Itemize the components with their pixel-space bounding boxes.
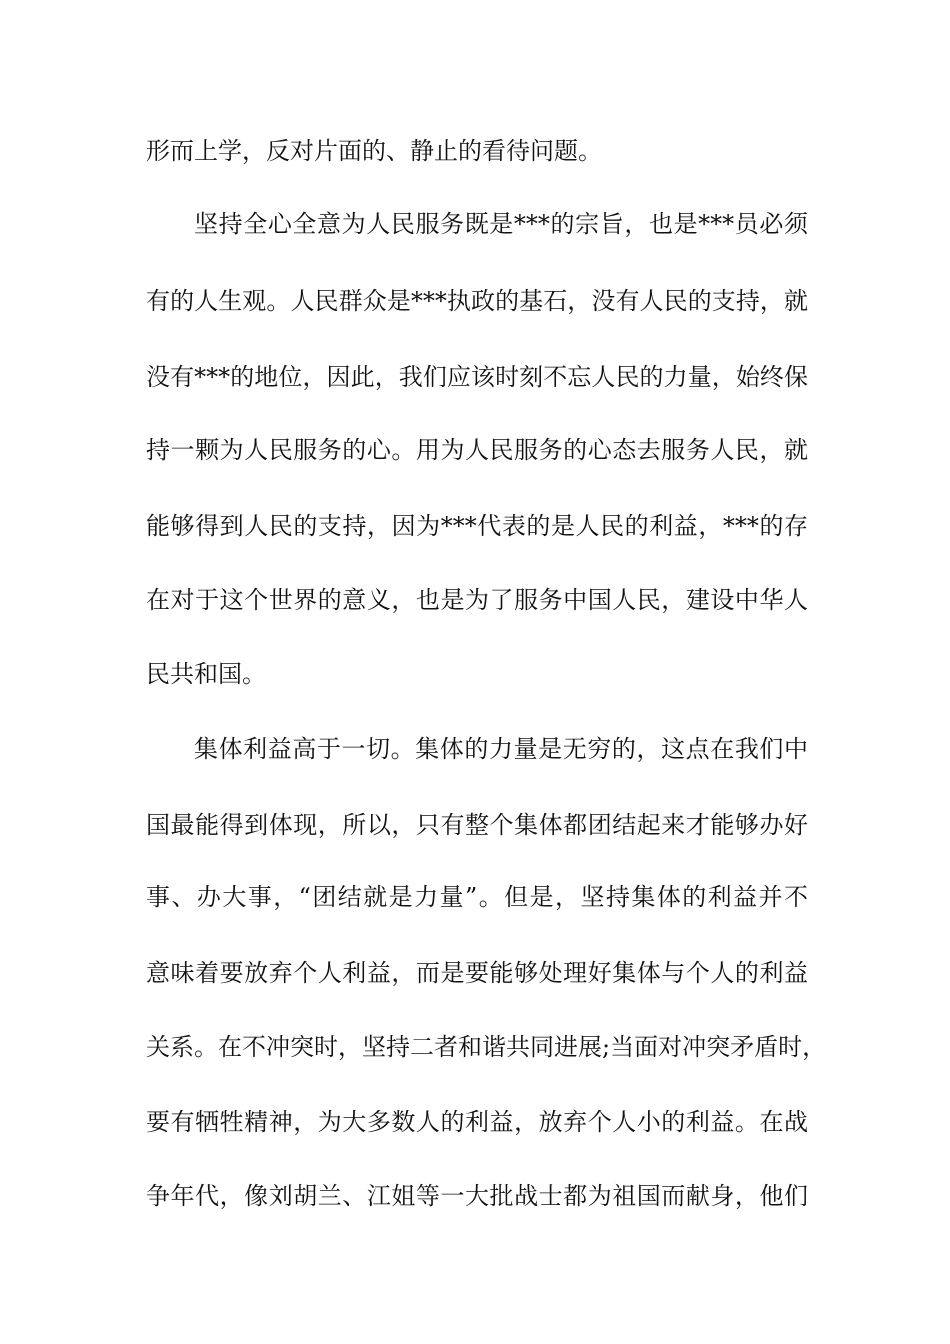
paragraph-first-line: 集体利益高于一切。集体的力量是无穷的，这点在我们中 bbox=[194, 735, 808, 763]
text-line: 形而上学，反对片面的、静止的看待问题。 bbox=[146, 137, 602, 165]
text-line: 事、办大事，“团结就是力量”。但是，坚持集体的利益并不 bbox=[146, 883, 808, 911]
text-line: 有的人生观。人民群众是***执政的基石，没有人民的支持，就 bbox=[146, 287, 808, 315]
text-line: 关系。在不冲突时，坚持二者和谐共同进展;当面对冲突矛盾时， bbox=[146, 1033, 827, 1061]
text-line: 争年代，像刘胡兰、江姐等一大批战士都为祖国而献身，他们 bbox=[146, 1182, 808, 1210]
text-line: 国最能得到体现，所以，只有整个集体都团结起来才能够办好 bbox=[146, 811, 808, 839]
text-line: 民共和国。 bbox=[146, 660, 266, 688]
text-line: 在对于这个世界的意义，也是为了服务中国人民，建设中华人 bbox=[146, 586, 808, 614]
text-line: 能够得到人民的支持，因为***代表的是人民的利益，***的存 bbox=[146, 512, 808, 540]
text-line: 持一颗为人民服务的心。用为人民服务的心态去服务人民，就 bbox=[146, 436, 808, 464]
paragraph-first-line: 坚持全心全意为人民服务既是***的宗旨，也是***员必须 bbox=[194, 210, 808, 238]
text-line: 没有***的地位，因此，我们应该时刻不忘人民的力量，始终保 bbox=[146, 363, 808, 391]
text-line: 要有牺牲精神，为大多数人的利益，放弃个人小的利益。在战 bbox=[146, 1108, 808, 1136]
text-line: 意味着要放弃个人利益，而是要能够处理好集体与个人的利益 bbox=[146, 959, 808, 987]
